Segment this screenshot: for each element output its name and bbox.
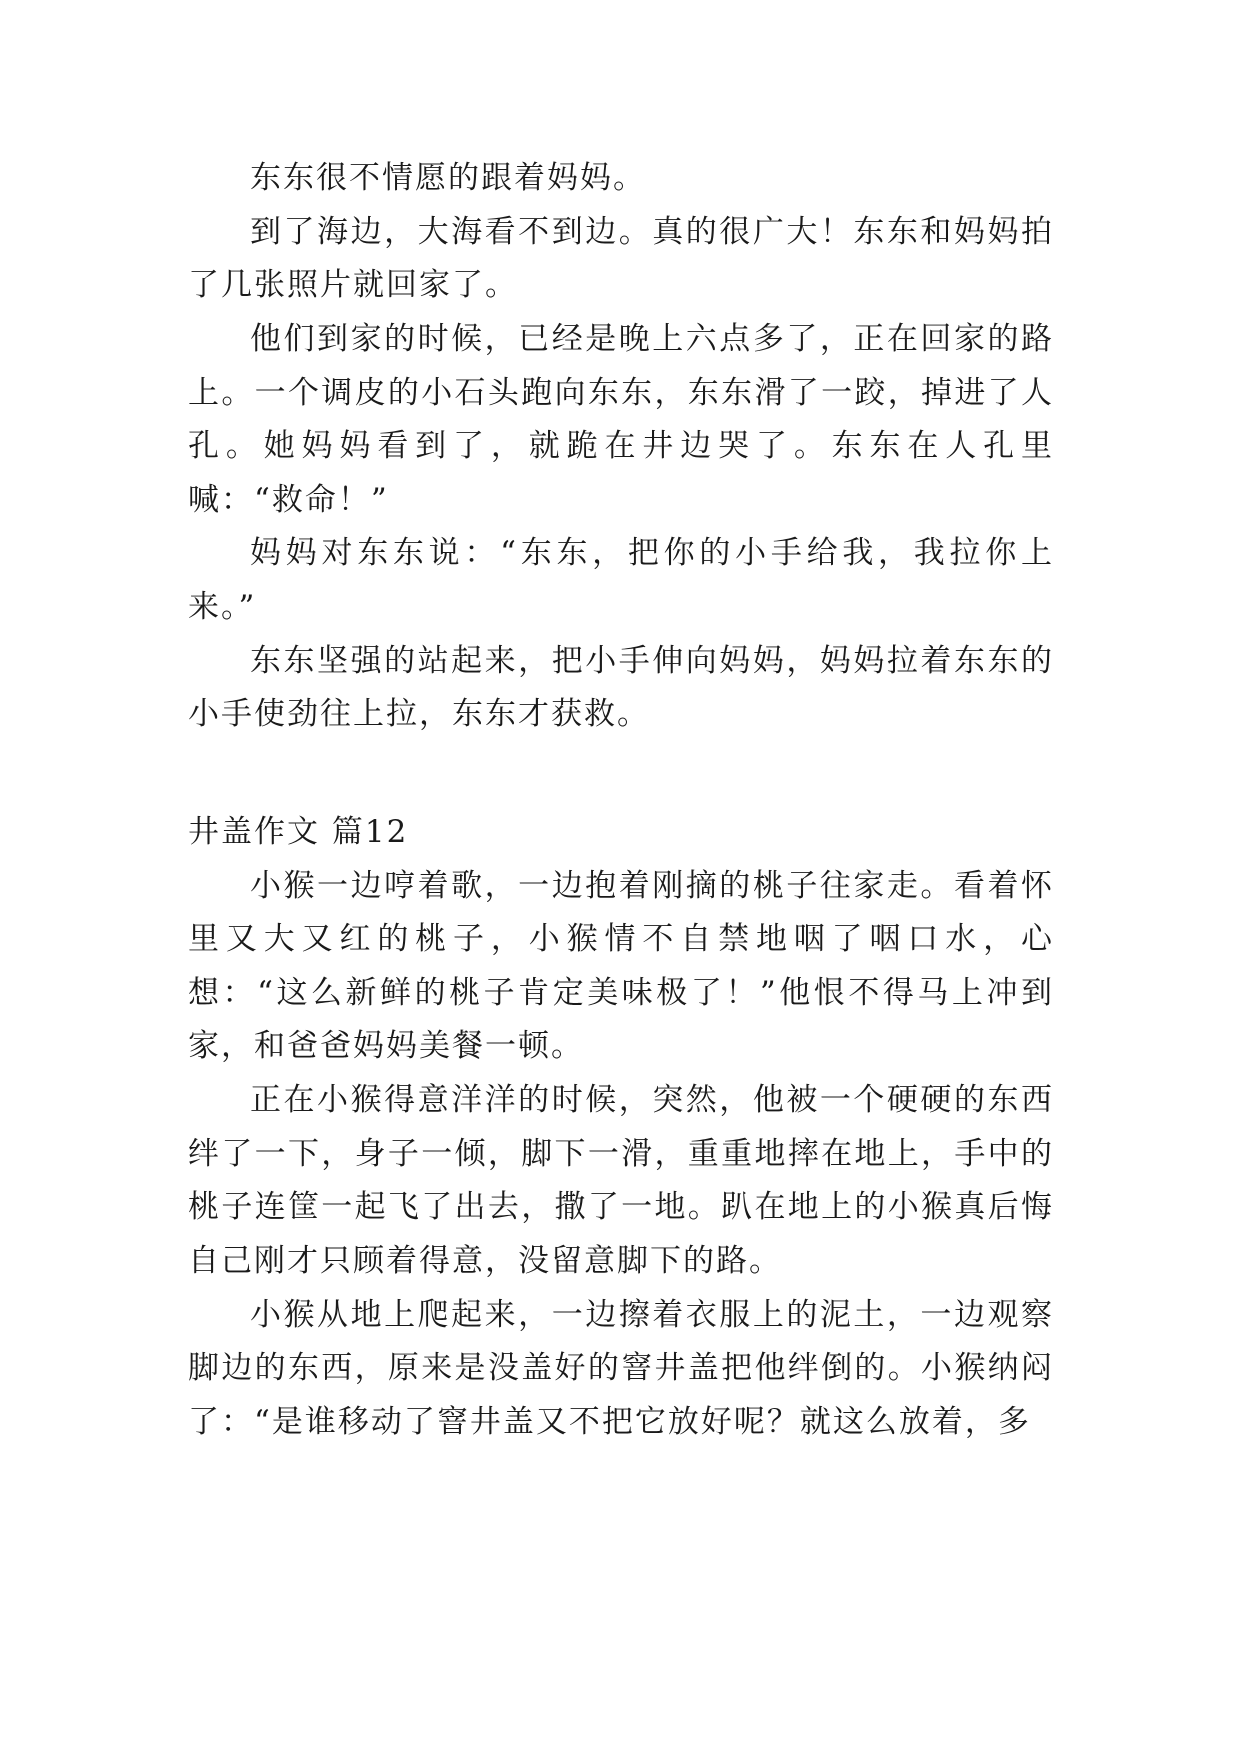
paragraph: 东东坚强的站起来，把小手伸向妈妈，妈妈拉着东东的小手使劲往上拉，东东才获救。 bbox=[188, 642, 1054, 733]
paragraph: 小猴从地上爬起来，一边擦着衣服上的泥土，一边观察脚边的东西，原来是没盖好的窨井盖把他绊倒的。小猴纳闷了：“是谁移动了窨井盖又不把它放好呢？就这么放着，多 bbox=[188, 1296, 1054, 1440]
paragraph: 东东很不情愿的跟着妈妈。 bbox=[250, 160, 646, 196]
paragraph: 正在小猴得意洋洋的时候，突然，他被一个硬硬的东西绊了一下，身子一倾，脚下一滑，重重地摔在地上，手中的桃子连筐一起飞了出去，撒了一地。趴在地上的小猴真后悔自己刚才只顾着得意，没留意脚下的路。 bbox=[188, 1082, 1054, 1279]
paragraph: 妈妈对东东说：“东东，把你的小手给我，我拉你上来。” bbox=[188, 535, 1054, 625]
paragraph: 小猴一边哼着歌，一边抱着刚摘的桃子往家走。看着怀里又大又红的桃子，小猴情不自禁地咽了咽口水，心想：“这么新鲜的桃子肯定美味极了！”他恨不得马上冲到家，和爸爸妈妈美餐一顿。 bbox=[188, 867, 1054, 1065]
section-title: 井盖作文 篇12 bbox=[188, 813, 409, 850]
paragraph: 他们到家的时候，已经是晚上六点多了，正在回家的路上。一个调皮的小石头跑向东东，东东滑了一跤，掉进了人孔。她妈妈看到了，就跪在井边哭了。东东在人孔里喊：“救命！” bbox=[188, 320, 1054, 518]
document-body bbox=[188, 152, 1054, 1449]
paragraph: 到了海边，大海看不到边。真的很广大！东东和妈妈拍了几张照片就回家了。 bbox=[188, 213, 1054, 304]
